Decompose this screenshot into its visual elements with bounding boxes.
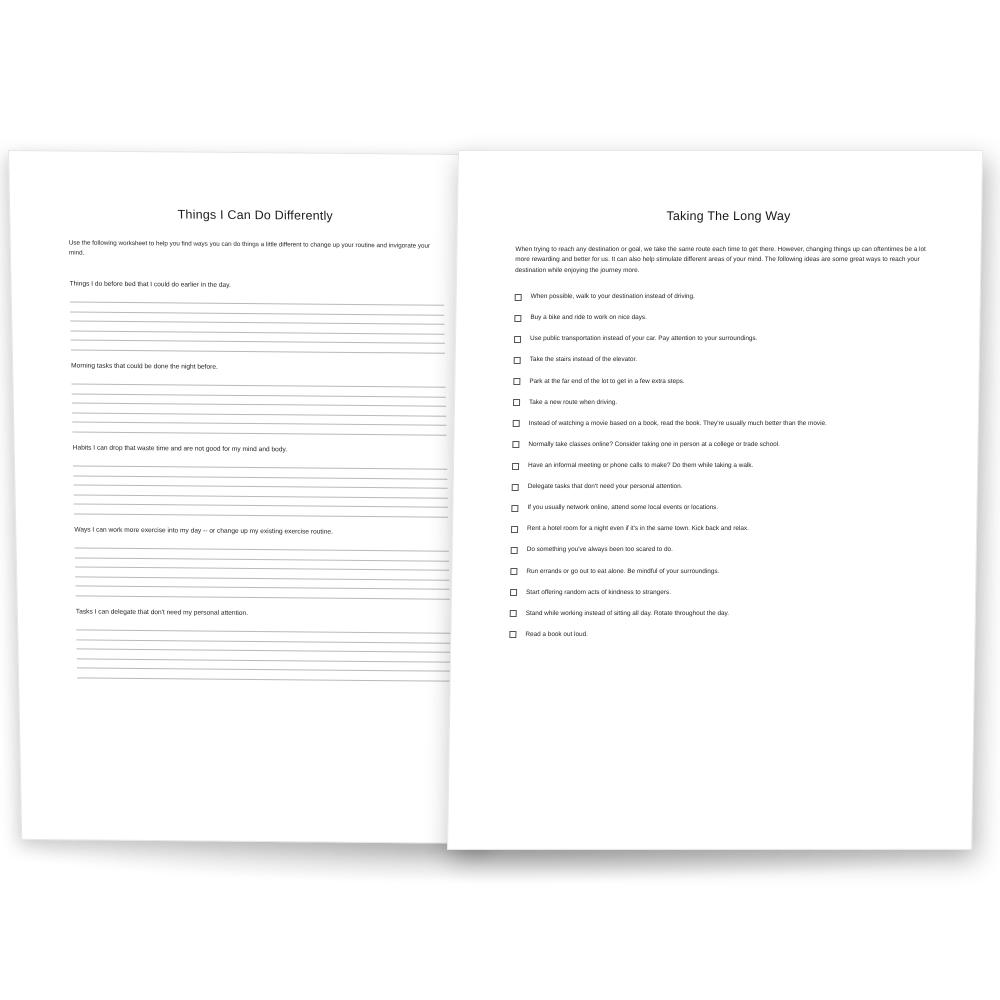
list-item-label: Do something you've always been too scared to do. <box>526 546 673 554</box>
writing-lines[interactable] <box>76 621 451 681</box>
checkbox-icon[interactable] <box>512 484 519 491</box>
list-item[interactable] <box>511 503 936 513</box>
checkbox-icon[interactable] <box>512 462 519 469</box>
section-prompt: Morning tasks that could be done the night before. <box>71 361 218 371</box>
list-item-label: Start offering random acts of kindness to strangers. <box>526 588 671 596</box>
worksheet-section <box>76 608 451 681</box>
checkbox-icon[interactable] <box>515 294 522 301</box>
list-item[interactable] <box>513 398 938 408</box>
list-item[interactable] <box>514 313 939 323</box>
checkbox-icon[interactable] <box>510 610 517 617</box>
list-item-label: Run errands or go out to eat alone. Be mindful of your surroundings. <box>526 567 720 575</box>
list-item[interactable] <box>509 630 934 640</box>
list-item-label: Stand while working instead of sitting all day. Rotate throughout the day. <box>525 609 730 617</box>
list-item[interactable] <box>512 440 937 450</box>
list-item-label: Normally take classes online? Consider taking one in person at a college or trade school. <box>528 440 780 448</box>
checkbox-icon[interactable] <box>513 399 520 406</box>
writing-lines[interactable] <box>74 539 449 599</box>
checkbox-icon[interactable] <box>513 378 520 385</box>
list-item[interactable] <box>514 355 939 365</box>
writing-line[interactable] <box>74 504 448 517</box>
list-item[interactable] <box>511 545 936 555</box>
list-item[interactable] <box>510 566 935 576</box>
writing-lines[interactable] <box>70 293 445 353</box>
writing-lines[interactable] <box>73 457 448 517</box>
list-item-label: Rent a hotel room for a night even if it's in the same town. Kick back and relax. <box>527 525 749 533</box>
writing-line[interactable] <box>72 422 446 435</box>
checkbox-icon[interactable] <box>514 315 521 322</box>
list-item-label: Read a book out loud. <box>525 630 589 638</box>
list-item[interactable] <box>511 524 936 534</box>
checklist <box>509 292 940 639</box>
section-prompt: Things I do before bed that I could do earlier in the day. <box>69 279 231 289</box>
checkbox-icon[interactable] <box>511 505 518 512</box>
list-item[interactable] <box>513 419 938 429</box>
worksheet-section <box>73 444 448 517</box>
list-item-label: Take a new route when driving. <box>528 398 618 406</box>
list-item[interactable] <box>513 377 938 387</box>
checkbox-icon[interactable] <box>511 547 518 554</box>
section-prompt: Habits I can drop that waste time and are not good for my mind and body. <box>72 443 288 453</box>
checkbox-icon[interactable] <box>513 420 520 427</box>
right-page-intro: When trying to reach any destination or goal, we take the same route each time to get there. However, changing things up can oftentimes be a lot more rewarding and better for us. It can also help stimulate different areas of your mind. The following ideas are some great ways to reach your destination while enjoying the journey more. <box>515 245 926 274</box>
list-item-label: Delegate tasks that don't need your personal attention. <box>527 483 683 491</box>
list-item[interactable] <box>510 609 935 619</box>
writing-lines[interactable] <box>71 375 446 435</box>
left-page-title: Things I Can Do Differently <box>177 207 334 223</box>
worksheet-section <box>74 526 449 599</box>
checkbox-icon[interactable] <box>514 336 521 343</box>
list-item[interactable] <box>510 588 935 598</box>
list-item[interactable] <box>512 461 937 471</box>
writing-line[interactable] <box>77 668 451 681</box>
list-item-label: Instead of watching a movie based on a book, read the book. They're usually much better than the movie. <box>528 419 827 427</box>
section-prompt: Tasks I can delegate that don't need my personal attention. <box>75 607 249 617</box>
checkbox-icon[interactable] <box>511 526 518 533</box>
worksheet-section <box>71 362 446 435</box>
worksheet-page-left[interactable] <box>8 150 491 844</box>
checkbox-icon[interactable] <box>510 568 517 575</box>
writing-line[interactable] <box>71 340 445 353</box>
list-item[interactable] <box>512 482 937 492</box>
checkbox-icon[interactable] <box>514 357 521 364</box>
right-page-title: Taking The Long Way <box>666 208 791 223</box>
list-item-label: Buy a bike and ride to work on nice days. <box>530 314 647 322</box>
list-item-label: Take the stairs instead of the elevator. <box>529 356 638 364</box>
list-item-label: If you usually network online, attend some local events or locations. <box>527 504 719 512</box>
checkbox-icon[interactable] <box>509 631 516 638</box>
checkbox-icon[interactable] <box>512 441 519 448</box>
list-item-label: Have an informal meeting or phone calls to make? Do them while taking a walk. <box>527 461 754 469</box>
left-page-intro: Use the following worksheet to help you find ways you can do things a little different to change up your routine and invigorate your mind. <box>68 239 431 257</box>
list-item[interactable] <box>514 334 939 344</box>
list-item[interactable] <box>515 292 940 302</box>
section-prompt: Ways I can work more exercise into my day -- or change up my existing exercise routine. <box>74 525 333 536</box>
list-item-label: Use public transportation instead of your car. Pay attention to your surroundings. <box>529 335 758 343</box>
checkbox-icon[interactable] <box>510 589 517 596</box>
list-item-label: Park at the far end of the lot to get in a few extra steps. <box>529 377 685 385</box>
list-item-label: When possible, walk to your destination instead of driving. <box>530 293 695 301</box>
worksheet-section <box>70 280 445 353</box>
worksheet-page-right[interactable] <box>447 150 983 850</box>
right-page-content <box>451 151 982 639</box>
writing-line[interactable] <box>75 586 449 599</box>
left-page-content <box>9 151 487 681</box>
